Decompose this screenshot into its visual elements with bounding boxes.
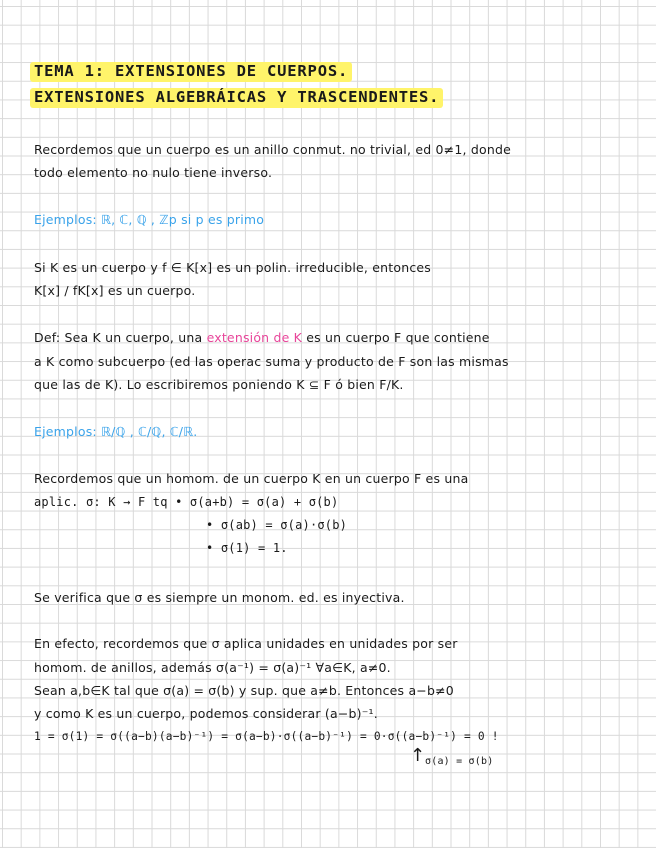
proof-line-5: 1 = σ(1) = σ((a−b)(a−b)⁻¹) = σ(a−b)·σ((a−b)⁻¹) = 0·σ((a−b)⁻¹) = 0 ! <box>34 730 499 743</box>
examples-line-1: Ejemplos: ℝ, ℂ, ℚ , ℤp si p es primo <box>34 212 265 227</box>
proof-line-1: En efecto, recordemos que σ aplica unidades en unidades por ser <box>34 636 458 651</box>
definition-line-2: a K como subcuerpo (ed las operac suma y producto de F son las mismas <box>34 354 509 369</box>
homomorphism-line-1: Recordemos que un homom. de un cuerpo K en un cuerpo F es una <box>34 471 469 486</box>
proof-note: σ(a) = σ(b) <box>425 756 494 767</box>
intro-line-1: Recordemos que un cuerpo es un anillo conmut. no trivial, ed 0≠1, donde <box>34 142 511 157</box>
title-line-1 <box>30 62 352 80</box>
homomorphism-line-4: • σ(1) = 1. <box>206 541 288 555</box>
title-line-2-text: EXTENSIONES ALGEBRÁICAS Y TRASCENDENTES. <box>30 88 443 108</box>
homomorphism-line-2: aplic. σ: K → F tq • σ(a+b) = σ(a) + σ(b) <box>34 495 339 509</box>
proof-line-3: Sean a,b∈K tal que σ(a) = σ(b) y sup. que a≠b. Entonces a−b≠0 <box>34 683 454 698</box>
definition-suffix: es un cuerpo F que contiene <box>306 330 490 345</box>
homomorphism-line-3: • σ(ab) = σ(a)·σ(b) <box>206 518 348 532</box>
definition-prefix: Def: Sea K un cuerpo, una <box>34 330 203 345</box>
quotient-line-1: Si K es un cuerpo y f ∈ K[x] es un polin. irreducible, entonces <box>34 260 431 275</box>
title-line-2 <box>30 88 443 106</box>
definition-line-3: que las de K). Lo escribiremos poniendo K ⊆ F ó bien F/K. <box>34 377 404 392</box>
definition-term: extensión de K <box>206 330 303 345</box>
title-line-1-text: TEMA 1: EXTENSIONES DE CUERPOS. <box>30 62 352 82</box>
quotient-line-2: K[x] / fK[x] es un cuerpo. <box>34 283 196 298</box>
examples-line-2: Ejemplos: ℝ/ℚ , ℂ/ℚ, ℂ/ℝ. <box>34 424 198 439</box>
intro-line-2: todo elemento no nulo tiene inverso. <box>34 165 273 180</box>
proof-line-2: homom. de anillos, además σ(a⁻¹) = σ(a)⁻¹ ∀a∈K, a≠0. <box>34 660 391 675</box>
proof-line-4: y como K es un cuerpo, podemos considerar (a−b)⁻¹. <box>34 706 378 721</box>
up-arrow-icon: ↑ <box>410 745 426 766</box>
definition-line-1 <box>34 330 490 345</box>
injective-line: Se verifica que σ es siempre un monom. ed. es inyectiva. <box>34 590 405 605</box>
